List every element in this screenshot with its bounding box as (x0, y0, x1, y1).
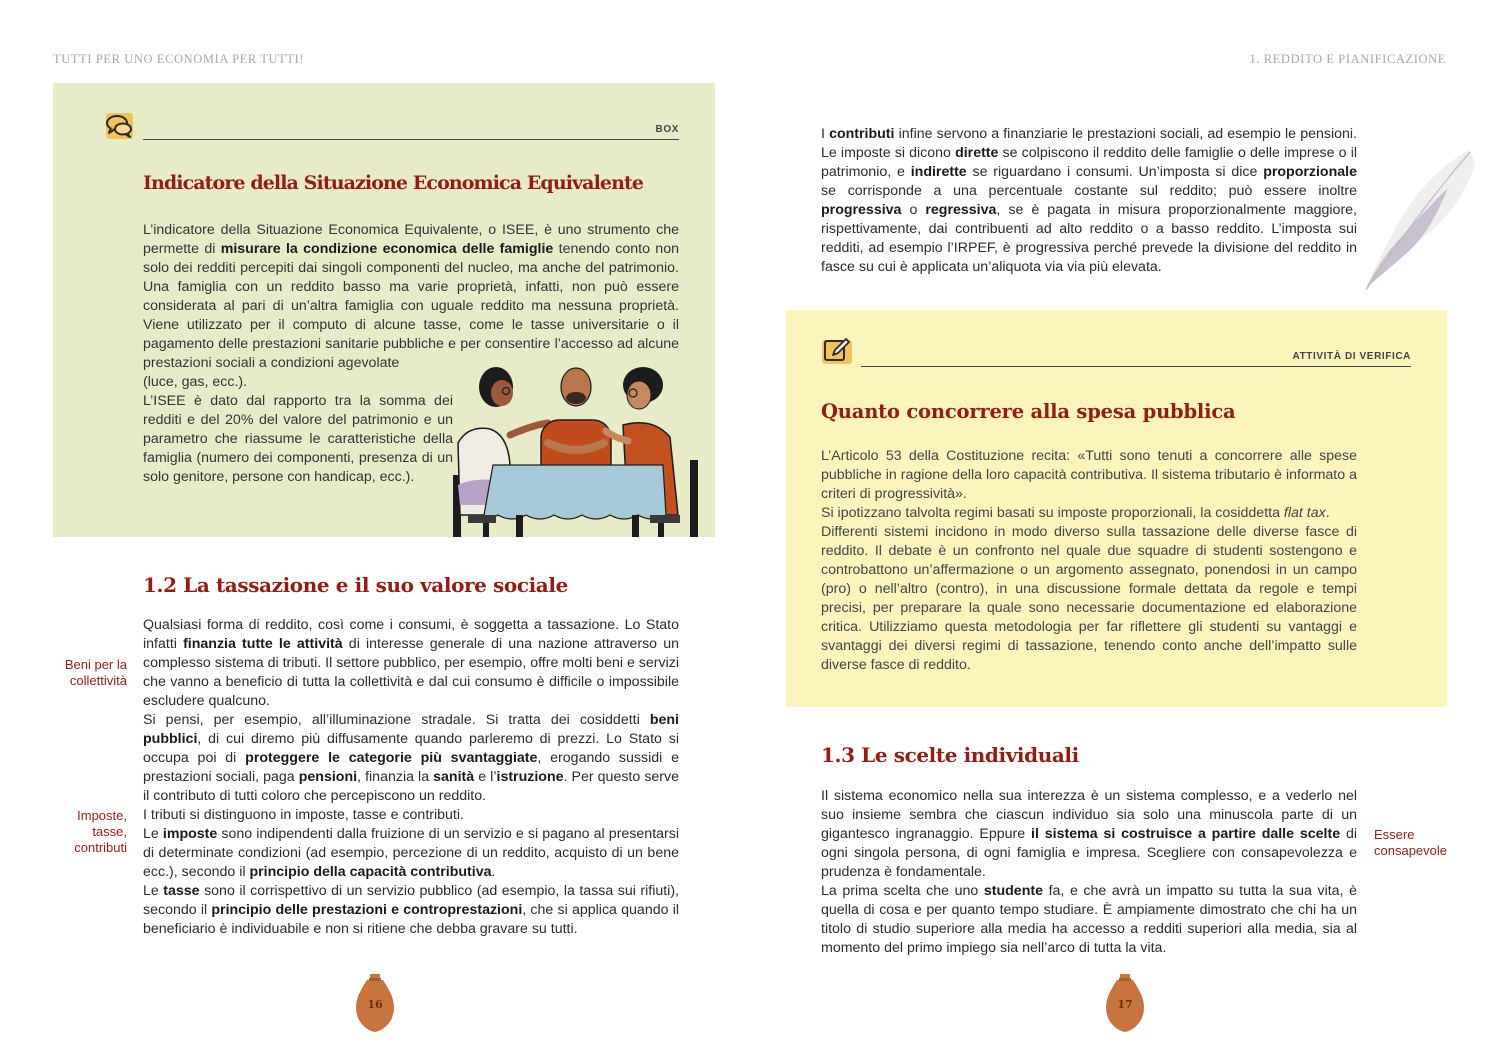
activity-box (786, 310, 1447, 707)
right-intro-body (821, 125, 1357, 277)
body-paragraph: Le imposte sono indipendenti dalla fruizione di un servizio e si pagano al presentarsi di determinate condizioni (ad esempio, percezione di un reddito, acquisto di un bene ecc.), secondo il principio della capacità contributiva. (143, 826, 679, 880)
family-table-illustration (438, 365, 713, 537)
isee-box (53, 83, 715, 537)
box-paragraph: (luce, gas, ecc.). (143, 374, 248, 390)
activity-paragraph: Si ipotizzano talvolta regimi basati su imposte proporzionali, la cosiddetta flat tax. (821, 505, 1330, 521)
page-number-left (353, 972, 397, 1034)
body-paragraph: I contributi infine servono a finanziarie le prestazioni sociali, ad esempio le pensioni. Le imposte si dicono dirette se colpiscono il reddito delle famiglie o delle imprese o il patrimonio, e indirette se riguardano i consumi. Un’imposta si dice proporzionale se corrisponde a una percentuale costante sul reddito; può essere inoltre progressiva o regressiva, se è pagata in misura proporzionalmente maggiore, rispettivamente, dai contribuenti ad alto reddito o a basso reddito. L’imposta sui redditi, ad esempio l’IRPEF, è progressiva perché prevede la divisione del reddito in fasce su cui è applicata un’aliquota via via più elevata. (821, 126, 1358, 275)
section-1-3-body (821, 787, 1357, 958)
body-paragraph: La prima scelta che uno studente fa, e che avrà un impatto su tutta la sua vita, è quella di cosa e per quanto tempo studiare. È ampiamente dimostrato che chi ha un titolo di studio superiore alla media ha accesso a redditi superiori alla media, sia al momento del primo impiego sia nell’arco di tutta la vita. (821, 883, 1357, 956)
quill-decoration (1360, 140, 1480, 300)
pencil-note-icon (821, 336, 853, 366)
section-1-2-title: 1.2 La tassazione e il suo valore sociale (143, 573, 568, 597)
body-paragraph: Il sistema economico nella sua interezza è un sistema complesso, e a vederlo nel suo insieme sembra che ciascun individuo sia solo una minuscola parte di un gigantesco ingranaggio. Eppure il sistema si costruisce a partire dalle scelte di ogni singola persona, di ogni famiglia e impresa. Scegliere con consapevolezza e prudenza è fondamentale. (821, 788, 1358, 880)
body-paragraph: Qualsiasi forma di reddito, così come i consumi, è soggetta a tassazione. Lo Stato infatti finanzia tutte le attività di interesse generale di una nazione attraverso un complesso sistema di tributi. Il settore pubblico, per esempio, offre molti beni e servizi che vanno a beneficio di tutta la collettività e dal cui consumo è difficile o impossibile escludere qualcuno. (143, 617, 680, 709)
activity-divider (861, 366, 1411, 367)
section-1-2-body (143, 616, 679, 939)
activity-paragraph: Differenti sistemi incidono in modo diverso sulla tassazione delle diverse fasce di reddito. Il debate è un confronto nel quale due squadre di studenti sostengono e controbattono un’affermazione o un argomento assegnato, ponendosi in un campo (pro) o nell’altro (contro), in una discussione formale dettata da regole e tempi precisi, per preparare la quale sono necessarie documentazione ed elaborazione critica. Utilizziamo questa metodologia per far riflettere gli studenti su vantaggi e svantaggi dei diversi regimi di tassazione, tenendo conto anche dell’impatto sulle diverse fasce di reddito. (821, 524, 1357, 673)
body-paragraph: I tributi si distinguono in imposte, tasse e contributi. (143, 807, 464, 823)
activity-label: ATTIVITÀ DI VERIFICA (1292, 351, 1411, 362)
section-1-3-title: 1.3 Le scelte individuali (821, 743, 1079, 767)
running-head-left: TUTTI PER UNO ECONOMIA PER TUTTI! (53, 52, 305, 66)
page-number-right (1103, 972, 1147, 1034)
box-label: BOX (655, 124, 679, 135)
body-paragraph: Le tasse sono il corrispettivo di un servizio pubblico (ad esempio, la tassa sui rifiuti), secondo il principio delle prestazioni e controprestazioni, che si applica quando il beneficiario è individuabile e non si ritiene che debba gravare su tutti. (143, 883, 680, 937)
activity-paragraph: L’Articolo 53 della Costituzione recita: «Tutti sono tenuti a concorrere alle spese pubbliche in ragione della loro capacità contributiva. Il sistema tributario è informato a criteri di progressività». (821, 448, 1357, 502)
page-number-left-text: 16 (367, 998, 383, 1011)
activity-body (821, 447, 1357, 675)
box-paragraph: L’indicatore della Situazione Economica Equivalente, o ISEE, è uno strumento che permette di misurare la condizione economica delle famiglie tenendo conto non solo dei redditi percepiti dai singoli componenti del nucleo, ma anche del patrimonio. Una famiglia con un reddito basso ma varie proprietà, infatti, non può essere considerata al pari di un’altra famiglia con uguale reddito ma nessuna proprietà. Viene utilizzato per il computo di alcune tasse, come le tasse universitarie o il pagamento delle prestazioni sanitarie pubbliche e per consentire l’accesso ad alcune prestazioni sociali a condizioni agevolate (143, 222, 679, 371)
margin-note-beni: Beni per la collettività (64, 657, 127, 688)
margin-note-consapevole: Essere consapevole (1374, 827, 1447, 858)
box-divider (143, 139, 679, 140)
box-title: Indicatore della Situazione Economica Equivalente (143, 172, 644, 194)
margin-note-imposte: Imposte, tasse, contributi (74, 808, 127, 855)
running-head-right: 1. REDDITO E PIANIFICAZIONE (1249, 52, 1446, 66)
speech-bubbles-icon (103, 111, 135, 141)
page-number-right-text: 17 (1117, 998, 1133, 1011)
activity-title: Quanto concorrere alla spesa pubblica (821, 400, 1236, 423)
body-paragraph: Si pensi, per esempio, all’illuminazione stradale. Si tratta dei cosiddetti beni pubblici, di cui diremo più diffusamente quando parleremo di prezzi. Lo Stato si occupa poi di proteggere le categorie più svantaggiate, erogando sussidi e prestazioni sociali, paga pensioni, finanzia la sanità e l’istruzione. Per questo serve il contributo di tutti coloro che percepiscono un reddito. (143, 712, 680, 804)
box-paragraph: L’ISEE è dato dal rapporto tra la somma dei redditi e del 20% del valore del patrimonio e un parametro che riassume le caratteristiche della famiglia (numero dei componenti, presenza di un solo genitore, persone con handicap, ecc.). (143, 393, 453, 485)
